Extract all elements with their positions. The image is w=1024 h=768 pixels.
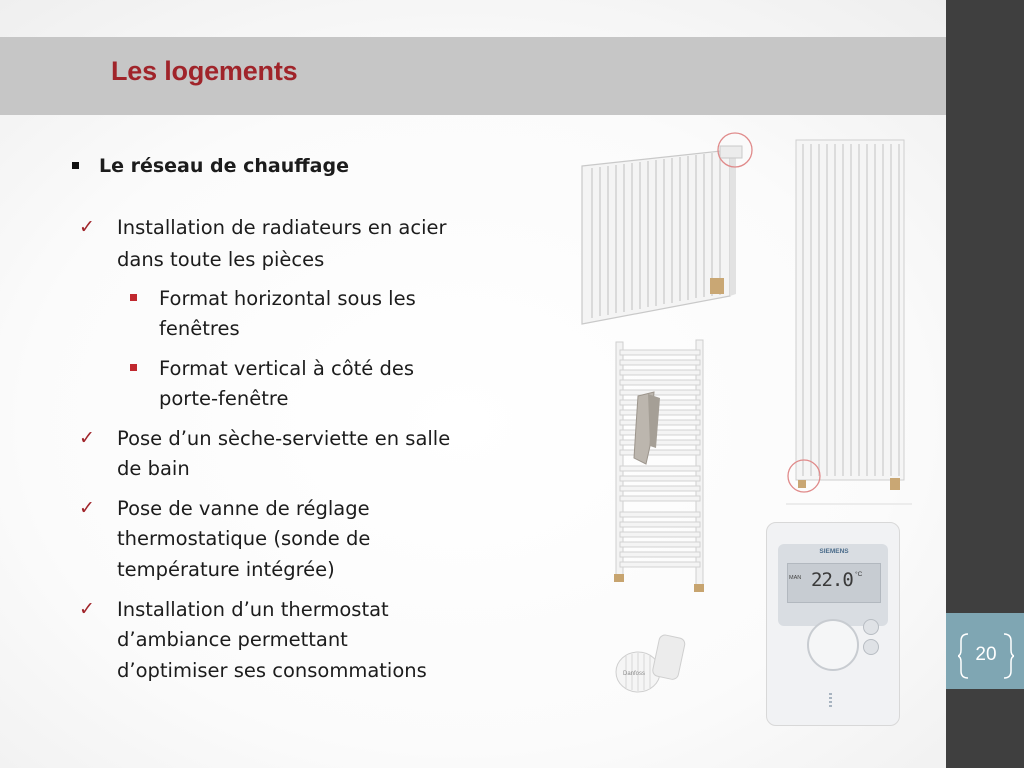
thermostat-button[interactable] [863, 639, 879, 655]
check-icon: ✓ [79, 497, 95, 519]
sub-item-line: porte-fenêtre [159, 387, 289, 410]
page-number-badge [958, 630, 1014, 682]
thermostat-display-label: MAN [789, 575, 802, 581]
red-bullet-icon [130, 294, 137, 301]
thermostat-button[interactable] [863, 619, 879, 635]
horizontal-radiator-image [570, 128, 760, 328]
section-heading: Le réseau de chauffage [99, 155, 349, 177]
list-item-line: de bain [117, 457, 190, 480]
thermostat-dial[interactable] [807, 619, 859, 671]
sub-item-line: fenêtres [159, 317, 240, 340]
list-item-line: d’optimiser ses consommations [117, 659, 427, 682]
slide-title: Les logements [111, 56, 298, 86]
thermostatic-valve-image [608, 628, 694, 698]
thermostat-display-unit: °C [855, 571, 863, 578]
check-icon: ✓ [79, 427, 95, 449]
thermostat-indicator-dots [829, 693, 832, 707]
sub-item-line: Format horizontal sous les [159, 287, 416, 310]
list-item-line: Pose d’un sèche-serviette en salle [117, 427, 451, 450]
valve-brand-text: Danfoss [623, 671, 646, 677]
list-item-line: température intégrée) [117, 558, 335, 581]
check-icon: ✓ [79, 216, 95, 238]
thermostat-display-value: 22.0 [811, 569, 853, 591]
page-number: 20 [975, 644, 997, 665]
list-item-line: thermostatique (sonde de [117, 527, 371, 550]
check-icon: ✓ [79, 598, 95, 620]
vertical-radiator-image [786, 136, 912, 506]
list-item-line: Installation de radiateurs en acier [117, 216, 447, 239]
list-item-line: dans toute les pièces [117, 248, 325, 271]
bullet-square [72, 162, 79, 169]
list-item-line: d’ambiance permettant [117, 628, 348, 651]
red-bullet-icon [130, 364, 137, 371]
list-item-line: Installation d’un thermostat [117, 598, 389, 621]
towel-radiator-image [608, 336, 712, 596]
room-thermostat-image [766, 522, 900, 726]
sub-item-line: Format vertical à côté des [159, 357, 414, 380]
list-item-line: Pose de vanne de réglage [117, 497, 370, 520]
thermostat-brand: SIEMENS [819, 548, 849, 555]
